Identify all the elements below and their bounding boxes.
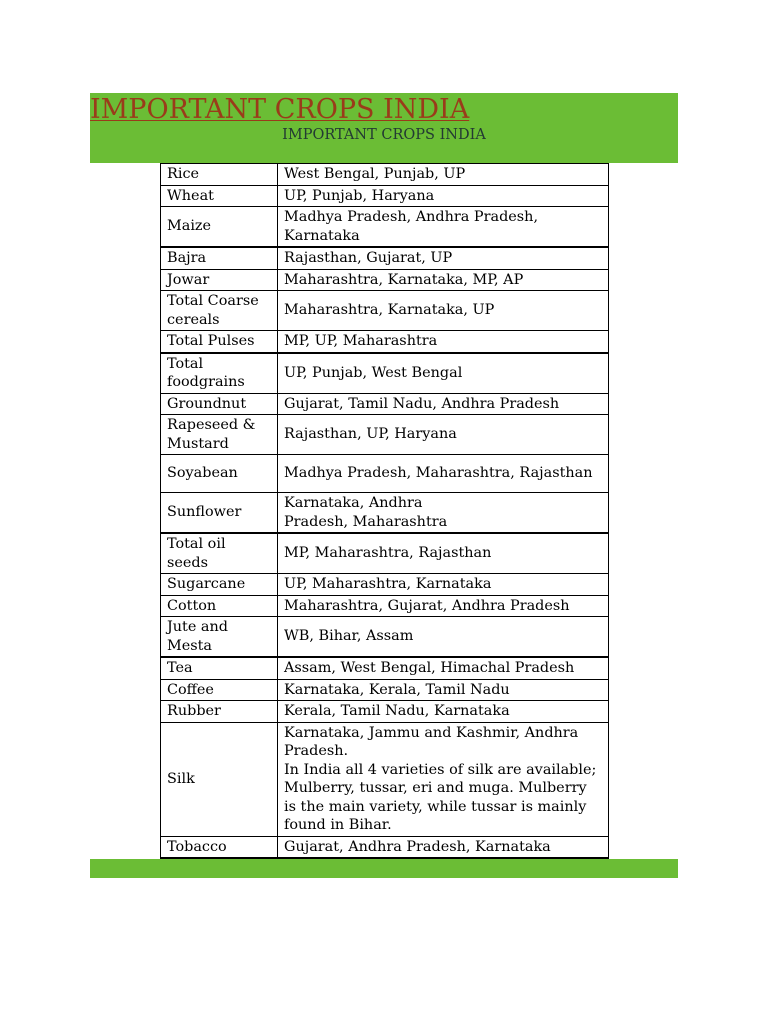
table-row (161, 353, 609, 394)
crop-cell: Total Coarse cereals (161, 291, 278, 331)
table-row (161, 185, 609, 207)
table-row (161, 164, 609, 186)
states-cell: Assam, West Bengal, Himachal Pradesh (278, 657, 609, 679)
table-row (161, 679, 609, 701)
page-title: IMPORTANT CROPS INDIA (90, 94, 470, 125)
table-row (161, 533, 609, 574)
states-cell: Madhya Pradesh, Andhra Pradesh, Karnataka (278, 207, 609, 248)
crop-cell: Rapeseed & Mustard (161, 415, 278, 455)
table-row (161, 701, 609, 723)
table-row (161, 617, 609, 658)
table-row (161, 455, 609, 493)
table-row (161, 269, 609, 291)
table-row (161, 836, 609, 858)
table-row (161, 722, 609, 836)
document-page (90, 93, 678, 878)
crop-cell: Maize (161, 207, 278, 248)
table-row (161, 291, 609, 331)
table-row (161, 207, 609, 248)
crop-cell: Rubber (161, 701, 278, 723)
states-cell: Kerala, Tamil Nadu, Karnataka (278, 701, 609, 723)
crop-cell: Jute and Mesta (161, 617, 278, 658)
table-row (161, 493, 609, 534)
table-row (161, 331, 609, 353)
crop-cell: Tea (161, 657, 278, 679)
states-cell: Rajasthan, Gujarat, UP (278, 247, 609, 269)
states-cell: Rajasthan, UP, Haryana (278, 415, 609, 455)
crop-cell: Sunflower (161, 493, 278, 534)
crop-cell: Sugarcane (161, 574, 278, 596)
states-cell: MP, UP, Maharashtra (278, 331, 609, 353)
states-cell: Madhya Pradesh, Maharashtra, Rajasthan (278, 455, 609, 493)
table-area (90, 163, 678, 859)
footer-band (90, 859, 678, 878)
crop-cell: Jowar (161, 269, 278, 291)
crop-cell: Groundnut (161, 393, 278, 415)
states-cell: West Bengal, Punjab, UP (278, 164, 609, 186)
crop-cell: Cotton (161, 595, 278, 617)
crop-cell: Total oil seeds (161, 533, 278, 574)
table-row (161, 657, 609, 679)
states-cell: Karnataka, Jammu and Kashmir, Andhra Pradesh. In India all 4 varieties of silk are available; Mulberry, tussar, eri and muga. Mulberry is the main variety, while tussar is mainly found in Bihar. (278, 722, 609, 836)
states-cell: UP, Punjab, Haryana (278, 185, 609, 207)
crops-table (160, 163, 609, 859)
states-cell: Maharashtra, Gujarat, Andhra Pradesh (278, 595, 609, 617)
table-row (161, 393, 609, 415)
states-cell: WB, Bihar, Assam (278, 617, 609, 658)
crop-cell: Wheat (161, 185, 278, 207)
states-cell: Maharashtra, Karnataka, MP, AP (278, 269, 609, 291)
crop-cell: Silk (161, 722, 278, 836)
states-cell: Gujarat, Andhra Pradesh, Karnataka (278, 836, 609, 858)
page-subtitle: IMPORTANT CROPS INDIA (282, 127, 486, 143)
crop-cell: Soyabean (161, 455, 278, 493)
states-cell: UP, Maharashtra, Karnataka (278, 574, 609, 596)
table-row (161, 247, 609, 269)
states-cell: MP, Maharashtra, Rajasthan (278, 533, 609, 574)
crop-cell: Tobacco (161, 836, 278, 858)
states-cell: Karnataka, Kerala, Tamil Nadu (278, 679, 609, 701)
table-row (161, 415, 609, 455)
states-cell: UP, Punjab, West Bengal (278, 353, 609, 394)
states-cell: Gujarat, Tamil Nadu, Andhra Pradesh (278, 393, 609, 415)
crop-cell: Bajra (161, 247, 278, 269)
header-band (90, 93, 678, 163)
table-row (161, 595, 609, 617)
table-row (161, 574, 609, 596)
crop-cell: Total foodgrains (161, 353, 278, 394)
states-cell: Karnataka, Andhra Pradesh, Maharashtra (278, 493, 609, 534)
crop-cell: Total Pulses (161, 331, 278, 353)
states-cell: Maharashtra, Karnataka, UP (278, 291, 609, 331)
crop-cell: Rice (161, 164, 278, 186)
crop-cell: Coffee (161, 679, 278, 701)
